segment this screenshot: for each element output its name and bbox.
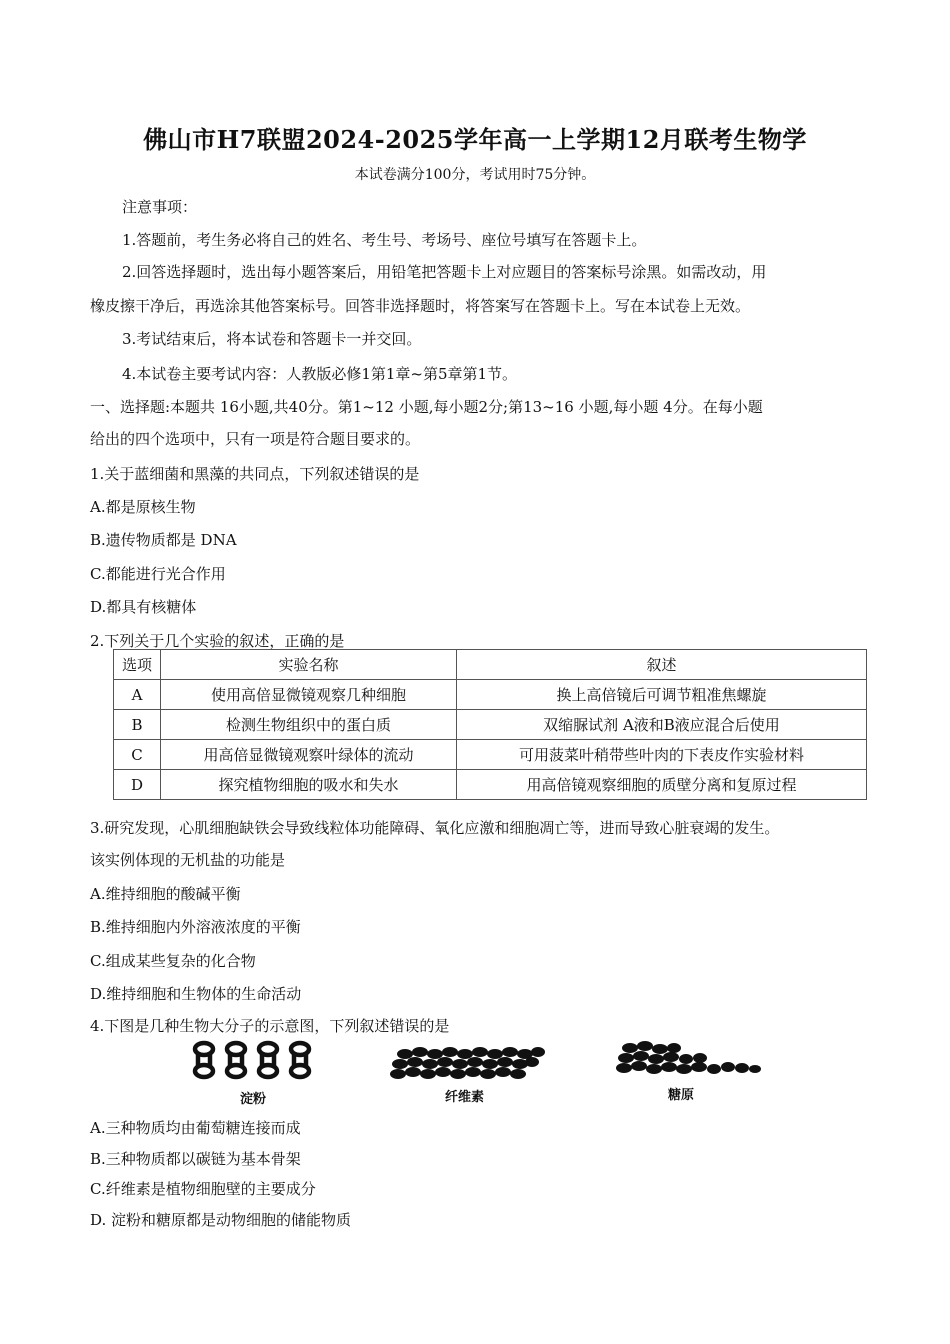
table-header-cell: 叙述 — [457, 650, 867, 680]
table-header-cell: 实验名称 — [161, 650, 457, 680]
exam-title: 佛山市H7联盟2024-2025学年高一上学期12月联考生物学 — [143, 125, 807, 154]
table-row — [114, 680, 867, 710]
notice-item-1: 1.答题前，考生务必将自己的姓名、考生号、考场号、座位号填写在答题卡上。 — [122, 231, 647, 249]
figure-label-cellulose: 纤维素 — [445, 1090, 485, 1105]
table-cell: 双缩脲试剂 A液和B液应混合后使用 — [457, 710, 867, 740]
q1-option-c: C.都能进行光合作用 — [90, 565, 226, 583]
figure-label-glycogen: 糖原 — [668, 1088, 695, 1103]
polysaccharide-figure — [180, 1036, 780, 1108]
q4-option-a: A.三种物质均由葡萄糖连接而成 — [90, 1119, 301, 1137]
table-cell: 用高倍镜观察细胞的质壁分离和复原过程 — [457, 770, 867, 800]
table-cell: A — [114, 680, 161, 710]
q3-option-b: B.维持细胞内外溶液浓度的平衡 — [90, 918, 301, 936]
table-cell: D — [114, 770, 161, 800]
section-1-heading-line-2: 给出的四个选项中，只有一项是符合题目要求的。 — [90, 430, 421, 448]
glycogen-structure — [616, 1041, 761, 1074]
table-row — [114, 740, 867, 770]
q3-option-c: C.组成某些复杂的化合物 — [90, 952, 256, 970]
exam-subtitle: 本试卷满分100分，考试用时75分钟。 — [354, 167, 596, 183]
notice-item-4: 4.本试卷主要考试内容：人教版必修1第1章~第5章第1节。 — [122, 365, 518, 383]
q3-stem-line-1: 3.研究发现，心肌细胞缺铁会导致线粒体功能障碍、氧化应激和细胞凋亡等，进而导致心脏衰竭的发生。 — [90, 819, 780, 837]
q4-option-c: C.纤维素是植物细胞壁的主要成分 — [90, 1180, 316, 1198]
table-cell: 换上高倍镜后可调节粗准焦螺旋 — [457, 680, 867, 710]
figure-label-starch: 淀粉 — [240, 1092, 267, 1107]
q1-stem: 1.关于蓝细菌和黑藻的共同点，下列叙述错误的是 — [90, 465, 420, 483]
table-cell: C — [114, 740, 161, 770]
q4-stem: 4.下图是几种生物大分子的示意图，下列叙述错误的是 — [90, 1017, 450, 1035]
q4-option-b: B.三种物质都以碳链为基本骨架 — [90, 1150, 301, 1168]
q3-stem-line-2: 该实例体现的无机盐的功能是 — [90, 851, 286, 869]
table-cell: 检测生物组织中的蛋白质 — [161, 710, 457, 740]
table-row — [114, 710, 867, 740]
table-cell: 可用菠菜叶稍带些叶肉的下表皮作实验材料 — [457, 740, 867, 770]
q3-option-d: D.维持细胞和生物体的生命活动 — [90, 985, 302, 1003]
table-row — [114, 770, 867, 800]
table-cell: 使用高倍显微镜观察几种细胞 — [161, 680, 457, 710]
notice-item-2-line-2: 橡皮擦干净后，再选涂其他答案标号。回答非选择题时，将答案写在答题卡上。写在本试卷上无效。 — [90, 297, 751, 315]
cellulose-structure — [390, 1047, 545, 1079]
q3-option-a: A.维持细胞的酸碱平衡 — [90, 885, 241, 903]
table-cell: 探究植物细胞的吸水和失水 — [161, 770, 457, 800]
q1-option-b: B.遗传物质都是 DNA — [90, 531, 237, 549]
notice-item-3: 3.考试结束后，将本试卷和答题卡一并交回。 — [122, 330, 422, 348]
q2-experiment-table — [113, 649, 867, 800]
notice-heading: 注意事项： — [122, 198, 198, 216]
q2-stem: 2.下列关于几个实验的叙述，正确的是 — [90, 632, 345, 650]
q4-option-d: D. 淀粉和糖原都是动物细胞的储能物质 — [90, 1211, 352, 1229]
section-1-heading-line-1: 一、选择题:本题共 16小题,共40分。第1~12 小题,每小题2分;第13~16 小题,每小题 4分。在每小题 — [90, 398, 763, 416]
starch-structure — [195, 1043, 309, 1077]
q1-option-d: D.都具有核糖体 — [90, 598, 197, 616]
table-cell: B — [114, 710, 161, 740]
table-header-cell: 选项 — [114, 650, 161, 680]
table-cell: 用高倍显微镜观察叶绿体的流动 — [161, 740, 457, 770]
q1-option-a: A.都是原核生物 — [90, 498, 196, 516]
notice-item-2-line-1: 2.回答选择题时，选出每小题答案后，用铅笔把答题卡上对应题目的答案标号涂黑。如需改动，用 — [122, 263, 767, 281]
table-header-row — [114, 650, 867, 680]
